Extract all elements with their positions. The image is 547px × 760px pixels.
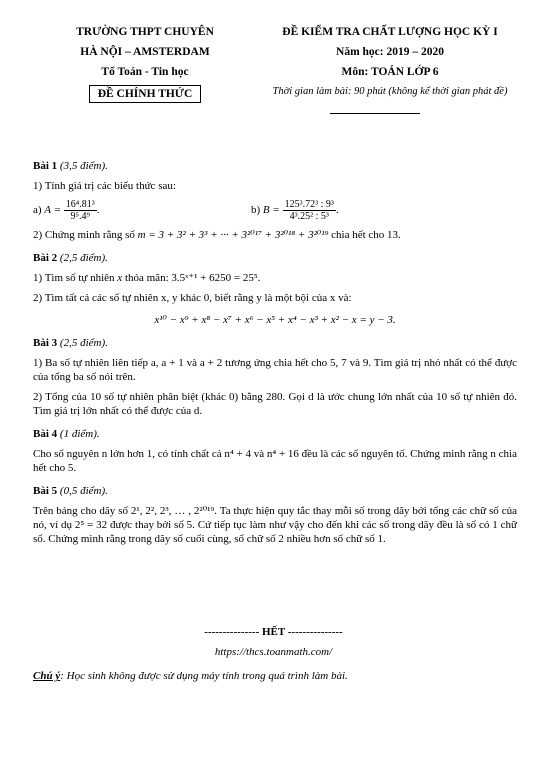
problem-3-q2: 2) Tổng của 10 số tự nhiên phân biệt (khác 0) bằng 280. Gọi d là ước chung lớn nhất của 10 số tự nhiên đó. Tìm giá trị lớn nhất có thể được của d.: [33, 391, 517, 417]
end-marker: --------------- HẾT ---------------: [204, 626, 343, 638]
p2q1-prefix: 1) Tìm số tự nhiên: [33, 272, 115, 284]
p2q1-variable: x: [117, 272, 123, 284]
q2-prefix: 2) Chứng minh rằng số: [33, 229, 135, 241]
problem-1-q2: [33, 228, 517, 242]
school-year: Năm học: 2019 – 2020: [336, 46, 444, 58]
exam-title: ĐỀ KIỂM TRA CHẤT LƯỢNG HỌC KỲ I: [282, 26, 498, 38]
fraction-a: [64, 199, 97, 222]
part-b-label: b): [251, 204, 261, 217]
problem-4-label: Bài 4: [33, 428, 58, 440]
problem-1-label: Bài 1: [33, 160, 58, 172]
fraction-b-numerator: 125³.72³ : 9³: [284, 199, 334, 210]
problem-1-parts: [33, 199, 517, 222]
fraction-b: [283, 199, 336, 222]
p2q1-middle: thỏa mãn:: [124, 272, 169, 284]
q2-suffix: chia hết cho 13.: [331, 229, 401, 241]
problem-4-title: [33, 427, 517, 441]
problem-3-points: (2,5 điểm).: [59, 337, 108, 349]
note: [33, 670, 348, 682]
problem-2-q1: [33, 271, 517, 285]
header-underline: [330, 113, 420, 114]
problem-3-title: [33, 336, 517, 350]
header-right: [250, 22, 530, 102]
subject: Môn: TOÁN LỚP 6: [341, 66, 439, 78]
department: Tổ Toán - Tin học: [101, 66, 189, 78]
source-url: https://thcs.toanmath.com/: [214, 646, 333, 658]
problem-5-text: Trên bảng cho dãy số 2¹, 2², 2³, … , 2²⁰¹⁹. Ta thực hiện quy tắc thay mỗi số trong dãy bởi tổng các chữ số của nó, ví dụ 2⁵ = 32 được thay bởi số 5. Cứ tiếp tục làm như vậy cho đến khi các số trong dãy đều là số có 1 chữ số. Chứng minh rằng trong dãy số cuối cùng, số chữ số 2 nhiều hơn số chữ số 1.: [33, 505, 517, 545]
problem-2-title: [33, 251, 517, 265]
problem-5-points: (0,5 điểm).: [59, 485, 108, 497]
part-b: b) B = $\frac{\text{125³.72³ : 9³}}{\text{4³.25² : 5³}}$ .: [251, 199, 339, 222]
q2-expression: m = 3 + 3² + 3³ + ··· + 3²⁰¹⁷ + 3²⁰¹⁸ + 3²⁰¹⁹: [137, 229, 329, 241]
problem-2-label: Bài 2: [33, 252, 58, 264]
official-badge: ĐỀ CHÍNH THỨC: [89, 85, 202, 103]
school-name-line1: TRƯỜNG THPT CHUYÊN: [76, 26, 214, 38]
problem-1-q1: 1) Tính giá trị các biểu thức sau:: [33, 180, 176, 192]
problem-5-label: Bài 5: [33, 485, 58, 497]
note-text: : Học sinh không được sử dụng máy tính trong quá trình làm bài.: [60, 670, 348, 682]
problem-3-label: Bài 3: [33, 337, 58, 349]
header-left: [55, 22, 235, 104]
part-b-lhs: B =: [262, 204, 280, 217]
duration: Thời gian làm bài: 90 phút (không kể thời gian phát đề): [272, 86, 508, 97]
fraction-b-denominator: 4³.25² : 5³: [289, 211, 329, 222]
fraction-a-denominator: 9⁵.4⁹: [70, 211, 90, 222]
problem-5-title: [33, 484, 517, 498]
note-label: Chú ý: [33, 670, 61, 682]
part-a-label: a): [33, 204, 42, 217]
exam-content: [33, 150, 517, 546]
problem-4-text: Cho số nguyên n lớn hơn 1, có tính chất cả n⁴ + 4 và n⁴ + 16 đều là các số nguyên tố. Chứng minh rằng n chia hết cho 5.: [33, 448, 517, 474]
problem-1-points: (3,5 điểm).: [59, 160, 108, 172]
school-name-line2: HÀ NỘI – AMSTERDAM: [80, 46, 210, 58]
problem-4-points: (1 điểm).: [59, 428, 100, 440]
problem-1-title: [33, 159, 517, 173]
problem-3-q1: 1) Ba số tự nhiên liên tiếp a, a + 1 và a + 2 tương ứng chia hết cho 5, 7 và 9. Tìm giá trị nhỏ nhất có thể được của tổng ba số nói trên.: [33, 357, 517, 383]
fraction-a-numerator: 16⁴.81³: [65, 199, 95, 210]
part-a: a) A = $\frac{\text{16⁴.81³}}{\text{9⁵.4⁹}}$ .: [33, 199, 100, 222]
problem-2-equation: x¹⁰ − x⁹ + x⁸ − x⁷ + x⁶ − x⁵ + x⁴ − x³ + x² − x = y − 3.: [154, 314, 396, 326]
p2q1-expression: 3.5ˣ⁺¹ + 6250 = 25⁵.: [171, 272, 261, 284]
problem-2-q2: 2) Tìm tất cả các số tự nhiên x, y khác 0, biết rằng y là một bội của x và:: [33, 292, 352, 304]
part-a-lhs: A =: [44, 204, 61, 217]
problem-2-points: (2,5 điểm).: [59, 252, 108, 264]
